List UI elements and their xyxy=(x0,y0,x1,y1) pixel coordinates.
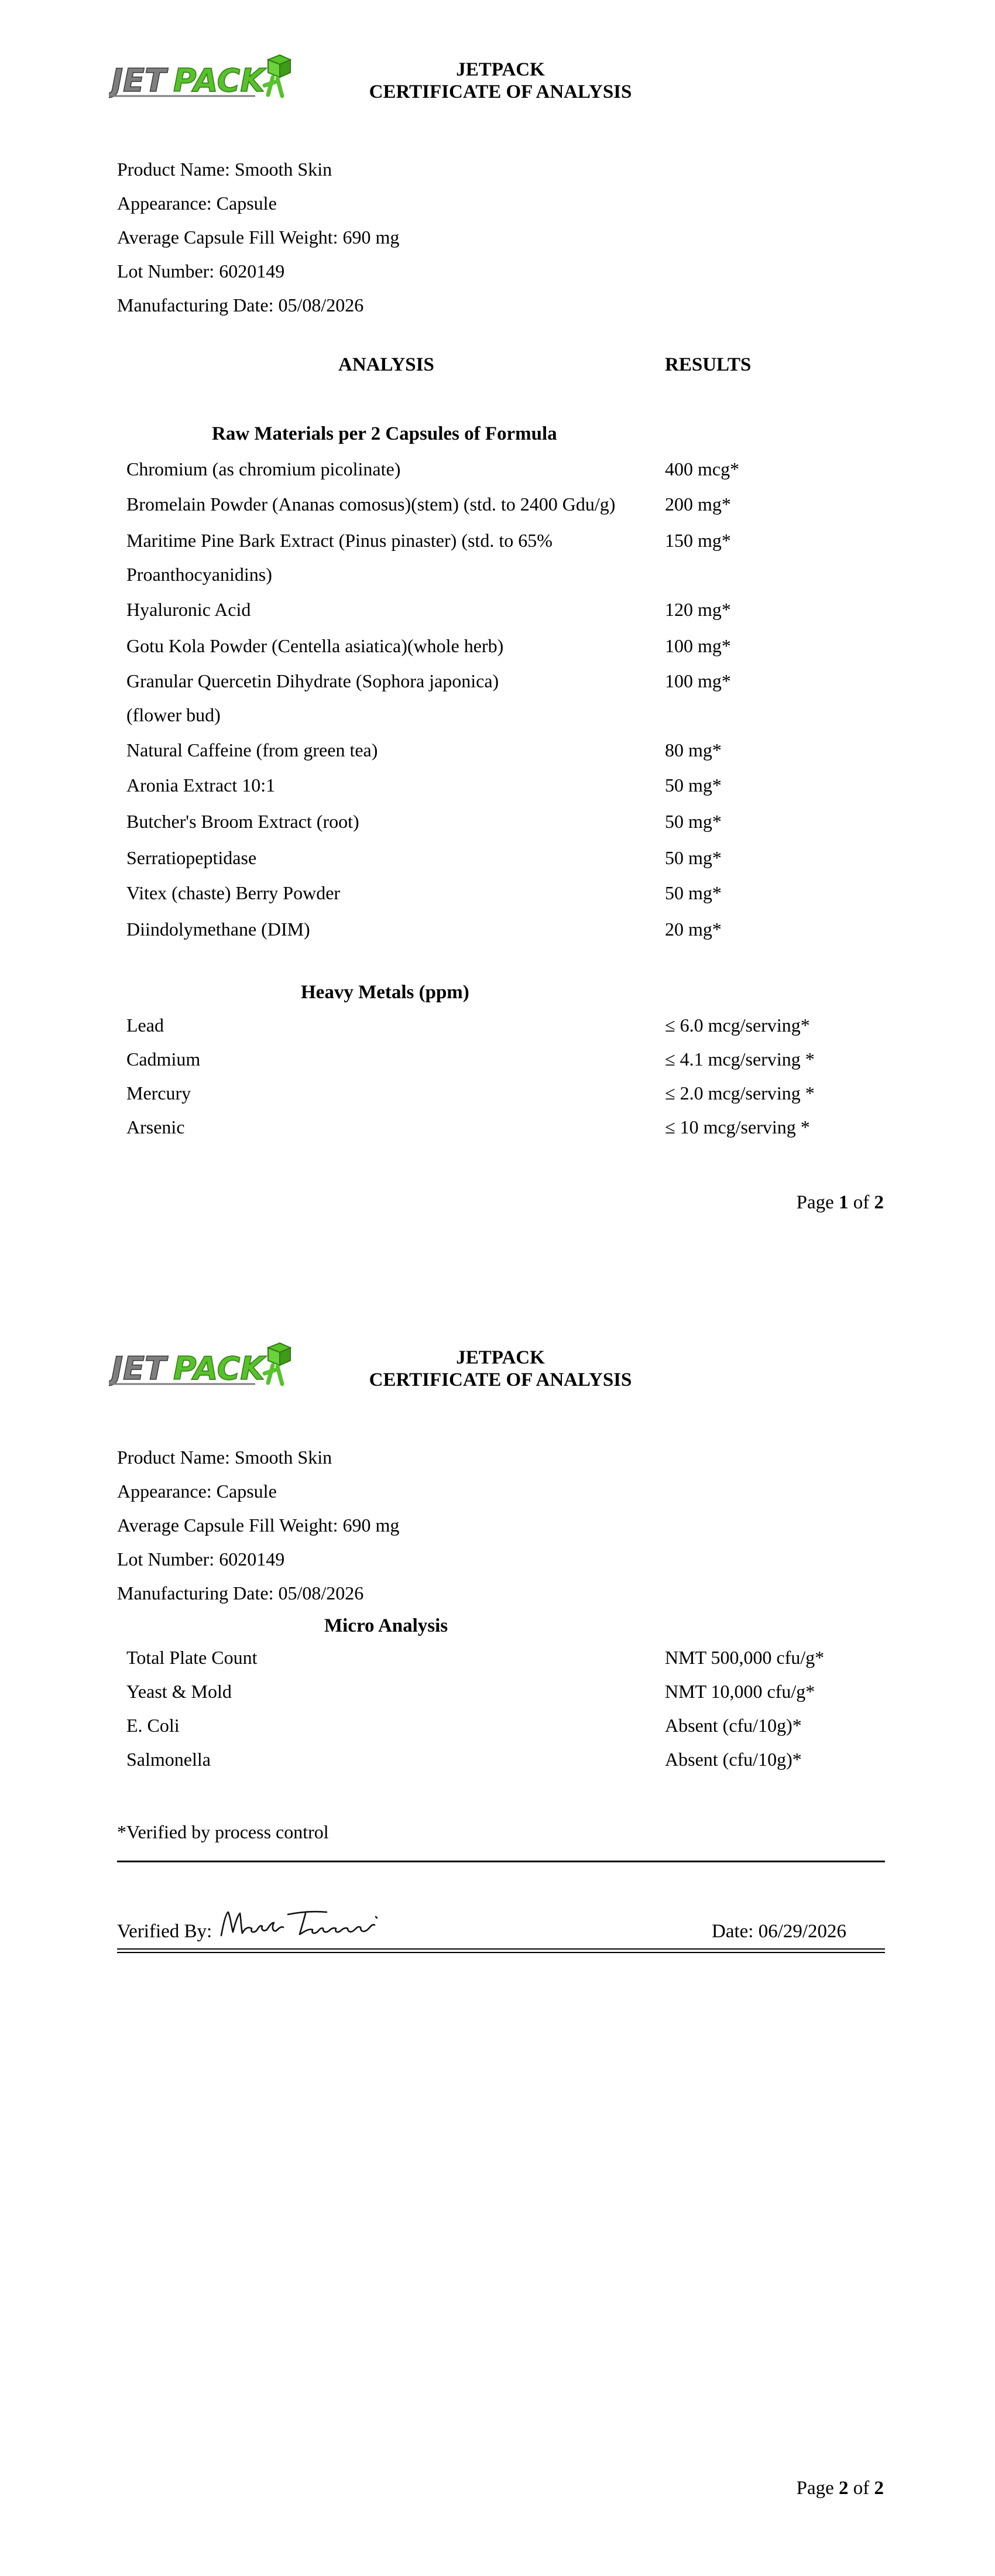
ingredient-name-line1: Granular Quercetin Dihydrate (Sophora japonica) xyxy=(126,670,499,691)
metal-value: ≤ 10 mcg/serving * xyxy=(665,1116,810,1138)
ingredient-name: Diindolymethane (DIM) xyxy=(126,919,310,940)
ingredient-name: Serratiopeptidase xyxy=(126,847,257,868)
svg-text:PACK: PACK xyxy=(173,1350,265,1387)
test-name: E. Coli xyxy=(126,1715,180,1736)
page-number xyxy=(797,2478,884,2499)
page-word: Page xyxy=(796,1192,834,1213)
certificate-title: CERTIFICATE OF ANALYSIS xyxy=(369,1369,632,1390)
divider-line xyxy=(117,1861,885,1862)
table-row xyxy=(0,1708,995,1742)
ingredient-value: 20 mg* xyxy=(665,919,722,940)
ingredient-value: 150 mg* xyxy=(665,530,731,551)
table-row xyxy=(0,1042,995,1076)
ingredient-value: 100 mg* xyxy=(665,635,731,656)
ingredient-name-line1: Maritime Pine Bark Extract (Pinus pinaster) (std. to 65% xyxy=(126,530,553,551)
page-header xyxy=(0,1338,995,1397)
raw-materials-title: Raw Materials per 2 Capsules of Formula xyxy=(212,423,557,444)
verification-date: Date: 06/29/2026 xyxy=(712,1921,847,1942)
svg-text:PACK: PACK xyxy=(173,62,265,99)
ingredient-name: Chromium (as chromium picolinate) xyxy=(126,458,401,479)
product-lot: Lot Number: 6020149 xyxy=(117,1549,285,1570)
test-value: Absent (cfu/10g)* xyxy=(665,1715,802,1736)
signature xyxy=(218,1905,387,1946)
table-row xyxy=(0,804,995,841)
ingredient-name: Gotu Kola Powder (Centella asiatica)(whole herb) xyxy=(126,635,504,656)
ingredient-name-line2: (flower bud) xyxy=(126,704,221,725)
test-name: Salmonella xyxy=(126,1749,211,1770)
double-rule-top xyxy=(117,1948,885,1950)
product-info xyxy=(117,1440,702,1610)
ingredient-value: 120 mg* xyxy=(665,599,731,620)
verified-note: *Verified by process control xyxy=(117,1821,329,1842)
table-row xyxy=(0,664,995,733)
double-rule-bottom xyxy=(117,1952,885,1953)
of-word: of xyxy=(853,1192,870,1213)
micro-analysis-title: Micro Analysis xyxy=(324,1615,448,1636)
ingredient-value: 100 mg* xyxy=(665,670,731,691)
heavy-metals-title: Heavy Metals (ppm) xyxy=(301,982,469,1003)
test-name: Total Plate Count xyxy=(126,1647,258,1668)
ingredient-value: 50 mg* xyxy=(665,811,722,832)
table-row xyxy=(0,487,995,523)
jetpack-logo xyxy=(109,1338,297,1393)
table-row xyxy=(0,768,995,804)
ingredient-value: 50 mg* xyxy=(665,847,722,868)
table-row xyxy=(0,1674,995,1708)
of-word: of xyxy=(853,2478,870,2499)
ingredient-value: 400 mcg* xyxy=(665,458,740,479)
jetpack-logo xyxy=(109,50,297,105)
test-value: Absent (cfu/10g)* xyxy=(665,1749,802,1770)
ingredient-value: 50 mg* xyxy=(665,882,722,903)
product-fill-weight: Average Capsule Fill Weight: 690 mg xyxy=(117,1515,400,1536)
table-row xyxy=(0,1076,995,1110)
ingredient-name: Aronia Extract 10:1 xyxy=(126,775,276,796)
column-headers xyxy=(0,350,995,379)
svg-text:JET: JET xyxy=(111,1350,166,1387)
table-row xyxy=(0,523,995,592)
document-title xyxy=(334,59,667,103)
page-number xyxy=(797,1192,884,1214)
product-mfg-date: Manufacturing Date: 05/08/2026 xyxy=(117,294,364,316)
table-row xyxy=(0,876,995,912)
ingredient-name: Natural Caffeine (from green tea) xyxy=(126,739,378,761)
metal-value: ≤ 2.0 mcg/serving * xyxy=(665,1083,815,1104)
product-info xyxy=(117,152,702,322)
ingredient-name xyxy=(126,664,653,732)
total-pages: 2 xyxy=(874,1192,884,1213)
table-row xyxy=(0,733,995,768)
product-name: Product Name: Smooth Skin xyxy=(117,1447,332,1468)
analysis-header: ANALYSIS xyxy=(338,354,434,375)
ingredient-value: 50 mg* xyxy=(665,775,722,796)
results-header: RESULTS xyxy=(665,354,752,375)
page-header xyxy=(0,50,995,109)
ingredient-value: 200 mg* xyxy=(665,494,731,515)
table-row xyxy=(0,1110,995,1144)
metal-value: ≤ 4.1 mcg/serving * xyxy=(665,1049,815,1070)
current-page: 1 xyxy=(839,1192,849,1213)
metal-value: ≤ 6.0 mcg/serving* xyxy=(665,1015,810,1036)
total-pages: 2 xyxy=(874,2478,884,2499)
ingredient-name-line2: Proanthocyanidins) xyxy=(126,564,272,585)
verification-row xyxy=(117,1905,885,1946)
company-title: JETPACK xyxy=(456,59,545,80)
certificate-title: CERTIFICATE OF ANALYSIS xyxy=(369,81,632,102)
table-row xyxy=(0,629,995,664)
ingredient-name: Hyaluronic Acid xyxy=(126,599,251,620)
metal-name: Cadmium xyxy=(126,1049,201,1070)
page-word: Page xyxy=(796,2478,834,2499)
product-fill-weight: Average Capsule Fill Weight: 690 mg xyxy=(117,227,400,248)
product-mfg-date: Manufacturing Date: 05/08/2026 xyxy=(117,1582,364,1604)
table-row xyxy=(0,1640,995,1674)
page-2 xyxy=(0,1288,995,2576)
heavy-metals-table xyxy=(0,1008,995,1144)
table-row xyxy=(0,841,995,876)
ingredient-name: Bromelain Powder (Ananas comosus)(stem) (std. to 2400 Gdu/g) xyxy=(126,494,616,515)
product-appearance: Appearance: Capsule xyxy=(117,193,277,214)
metal-name: Lead xyxy=(126,1015,164,1036)
raw-materials-table xyxy=(0,452,995,947)
table-row xyxy=(0,1742,995,1776)
test-name: Yeast & Mold xyxy=(126,1681,232,1702)
table-row xyxy=(0,912,995,947)
test-value: NMT 500,000 cfu/g* xyxy=(665,1647,825,1668)
product-lot: Lot Number: 6020149 xyxy=(117,261,285,282)
table-row xyxy=(0,592,995,629)
verified-by-label: Verified By: xyxy=(117,1921,212,1942)
micro-analysis-table xyxy=(0,1640,995,1776)
product-name: Product Name: Smooth Skin xyxy=(117,159,332,180)
current-page: 2 xyxy=(839,2478,849,2499)
ingredient-name: Butcher's Broom Extract (root) xyxy=(126,811,359,832)
ingredient-value: 80 mg* xyxy=(665,739,722,761)
ingredient-name xyxy=(126,523,653,591)
company-title: JETPACK xyxy=(456,1347,545,1368)
test-value: NMT 10,000 cfu/g* xyxy=(665,1681,815,1702)
table-row xyxy=(0,1008,995,1042)
product-appearance: Appearance: Capsule xyxy=(117,1481,277,1502)
svg-text:JET: JET xyxy=(111,62,166,99)
ingredient-name: Vitex (chaste) Berry Powder xyxy=(126,882,341,903)
metal-name: Mercury xyxy=(126,1083,191,1104)
metal-name: Arsenic xyxy=(126,1116,185,1138)
document-title xyxy=(334,1347,667,1391)
table-row xyxy=(0,452,995,487)
